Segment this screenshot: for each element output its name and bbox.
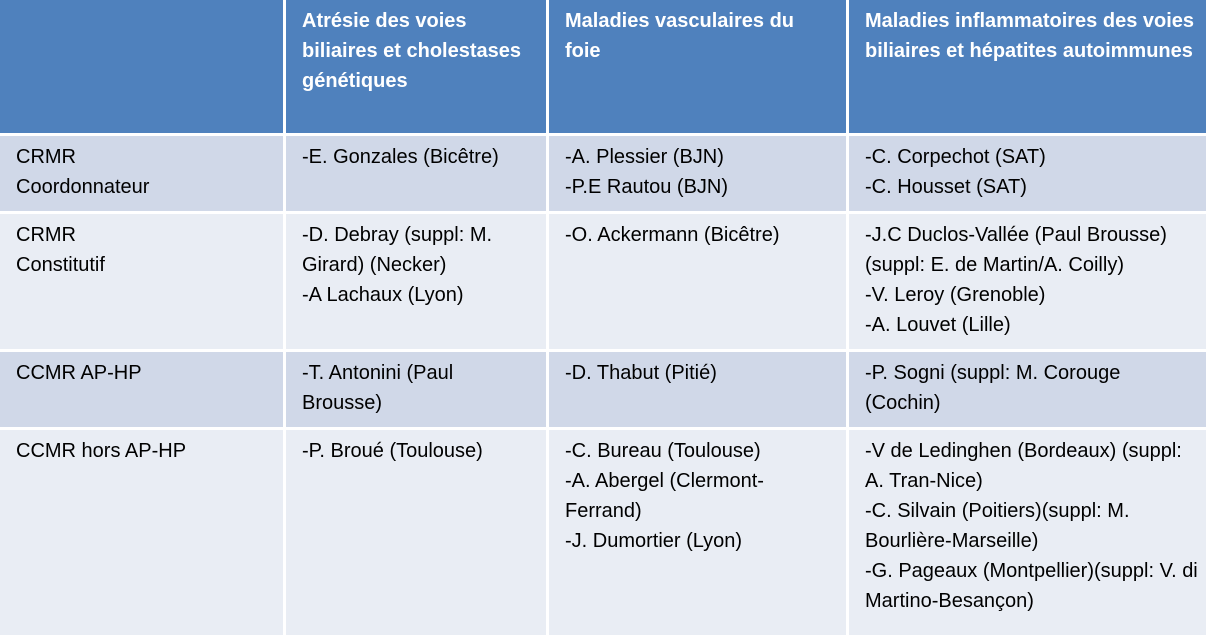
- row-label-line: CCMR hors AP-HP: [16, 440, 187, 462]
- entry: -D. Thabut (Pitié): [565, 362, 717, 384]
- row-label-ccmr-hors-aphp: [0, 430, 283, 635]
- cell-coordonnateur-inflammatory: [849, 136, 1206, 211]
- entry: -P. Sogni (suppl: M. Corouge (Cochin): [865, 362, 1121, 414]
- cell-hors-aphp-biliary: [286, 430, 546, 635]
- entry: -D. Debray (suppl: M. Girard) (Necker): [302, 224, 493, 276]
- cell-aphp-biliary: [286, 352, 546, 427]
- row-label-line: Coordonnateur: [16, 176, 150, 198]
- entry: -A Lachaux (Lyon): [302, 284, 464, 306]
- row-label-line: CRMR: [16, 224, 76, 246]
- cell-coordonnateur-vascular: [549, 136, 846, 211]
- row-label-line: Constitutif: [16, 254, 105, 276]
- entry: -G. Pageaux (Montpellier)(suppl: V. di Martino-Besançon): [865, 560, 1198, 612]
- cell-hors-aphp-vascular: [549, 430, 846, 635]
- row-label-line: CRMR: [16, 146, 76, 168]
- entry: -C. Silvain (Poitiers)(suppl: M. Bourlière-Marseille): [865, 500, 1130, 552]
- entry: -T. Antonini (Paul Brousse): [302, 362, 454, 414]
- entry: -J.C Duclos-Vallée (Paul Brousse) (suppl: E. de Martin/A. Coilly): [865, 224, 1167, 276]
- entry: -A. Abergel (Clermont-Ferrand): [565, 470, 764, 522]
- entry: -V. Leroy (Grenoble): [865, 284, 1046, 306]
- row-label-crmr-coordonnateur: [0, 136, 283, 211]
- header-vascular-diseases: Maladies vasculaires du foie: [549, 0, 846, 133]
- entry: -C. Bureau (Toulouse): [565, 440, 761, 462]
- entry: -O. Ackermann (Bicêtre): [565, 224, 780, 246]
- row-label-line: CCMR AP-HP: [16, 362, 142, 384]
- entry: -J. Dumortier (Lyon): [565, 530, 743, 552]
- entry: -V de Ledinghen (Bordeaux) (suppl: A. Tran-Nice): [865, 440, 1182, 492]
- entry: -A. Louvet (Lille): [865, 314, 1011, 336]
- entry: -C. Housset (SAT): [865, 176, 1027, 198]
- entry: -P. Broué (Toulouse): [302, 440, 483, 462]
- entry: -A. Plessier (BJN): [565, 146, 724, 168]
- cell-constitutif-biliary: [286, 214, 546, 349]
- cell-aphp-inflammatory: [849, 352, 1206, 427]
- header-corner: [0, 0, 283, 133]
- entry: -C. Corpechot (SAT): [865, 146, 1046, 168]
- cell-aphp-vascular: [549, 352, 846, 427]
- header-inflammatory-diseases: Maladies inflammatoires des voies biliaires et hépatites autoimmunes: [849, 0, 1206, 133]
- entry: -E. Gonzales (Bicêtre): [302, 146, 499, 168]
- row-label-crmr-constitutif: [0, 214, 283, 349]
- entry: -P.E Rautou (BJN): [565, 176, 729, 198]
- cell-coordonnateur-biliary: [286, 136, 546, 211]
- row-label-ccmr-aphp: [0, 352, 283, 427]
- cell-hors-aphp-inflammatory: [849, 430, 1206, 635]
- cell-constitutif-vascular: [549, 214, 846, 349]
- cell-constitutif-inflammatory: [849, 214, 1206, 349]
- header-biliary-atresia: Atrésie des voies biliaires et cholestases génétiques: [286, 0, 546, 133]
